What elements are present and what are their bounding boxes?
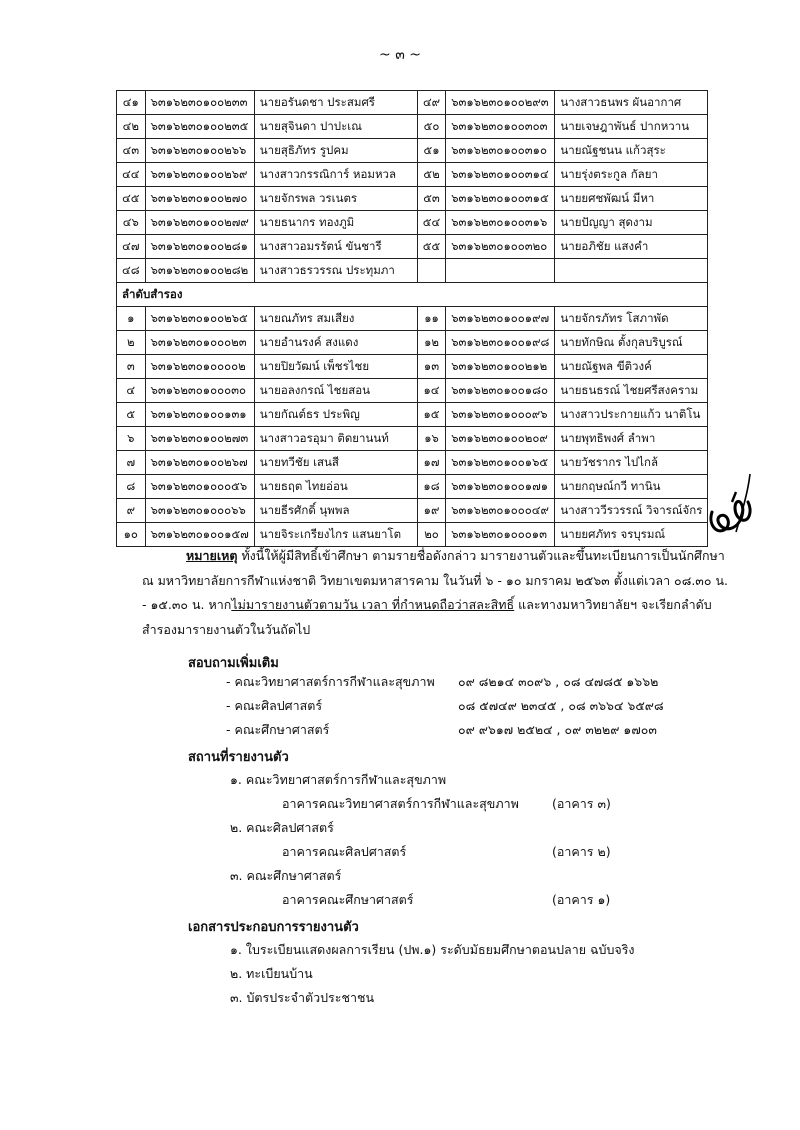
student-id: ๖๓๑๖๒๓๐๑๐๐๒๖๕ (145, 307, 254, 331)
order-number: ๒๐ (417, 523, 445, 547)
student-name: นายปิยวัฒน์ เพ็ชรไชย (254, 355, 417, 379)
document-item: ๓. บัตรประจำตัวประชาชน (230, 990, 374, 1005)
table-row (117, 475, 708, 499)
order-number: ๔๙ (417, 91, 445, 115)
order-number: ๕ (117, 403, 146, 427)
building-code: (อาคาร ๓) (552, 796, 611, 811)
order-number: ๑๖ (417, 427, 445, 451)
student-id: ๖๓๑๖๒๓๐๑๐๐๐๔๙ (446, 499, 555, 523)
inquiry-heading: สอบถามเพิ่มเติม (188, 656, 279, 671)
building-name: อาคารคณะวิทยาศาสตร์การกีฬาและสุขภาพ (282, 796, 519, 811)
student-name: นายปัญญา สุดงาม (555, 211, 708, 235)
main-list-body (117, 91, 708, 283)
student-name: นายกัณต์ธร ประพิญ (254, 403, 417, 427)
student-name: นายจักรภัทร โสภาพัด (555, 307, 708, 331)
inquiry-label: - คณะศึกษาศาสตร์ (226, 722, 330, 737)
order-number: ๕๑ (417, 139, 445, 163)
building-code: (อาคาร ๒) (552, 844, 611, 859)
student-id: ๖๓๑๖๒๓๐๑๐๐๐๒๓ (145, 331, 254, 355)
student-name: นางสาววีรวรรณ์ วิจารณ์จักร (555, 499, 708, 523)
student-id: ๖๓๑๖๒๓๐๑๐๐๐๖๖ (145, 499, 254, 523)
student-name: นายอภิชัย แสงคำ (555, 235, 708, 259)
table-row (117, 331, 708, 355)
student-id (446, 259, 555, 283)
student-id: ๖๓๑๖๒๓๐๑๐๐๑๓๑ (145, 403, 254, 427)
student-name: นายณภัทร สมเสียง (254, 307, 417, 331)
order-number: ๔ (117, 379, 146, 403)
order-number: ๕๒ (417, 163, 445, 187)
order-number: ๔๓ (117, 139, 146, 163)
remark-paragraph (142, 544, 732, 642)
document-item: ๒. ทะเบียนบ้าน (230, 966, 313, 981)
order-number: ๔๒ (117, 115, 146, 139)
student-id: ๖๓๑๖๒๓๐๑๐๐๓๑๐ (446, 139, 555, 163)
order-number: ๑๓ (417, 355, 445, 379)
inquiry-label: - คณะศิลปศาสตร์ (226, 698, 323, 713)
student-name: นายพุทธิพงศ์ ลำพา (555, 427, 708, 451)
order-number: ๔๕ (117, 187, 146, 211)
table-row (117, 235, 708, 259)
student-name: นางสาวธนพร ผันอากาศ (555, 91, 708, 115)
faculty-item: ๓. คณะศึกษาศาสตร์ (230, 868, 342, 883)
table-row (117, 355, 708, 379)
student-name: นายจักรพล วรเนตร (254, 187, 417, 211)
student-id: ๖๓๑๖๒๓๐๑๐๐๒๖๗ (145, 451, 254, 475)
order-number: ๗ (117, 451, 146, 475)
student-id: ๖๓๑๖๒๓๐๑๐๐๐๓๐ (145, 379, 254, 403)
student-name: นางสาวธรวรรณ ประทุมภา (254, 259, 417, 283)
table-row (117, 403, 708, 427)
remark-label: หมายเหตุ (186, 548, 238, 563)
order-number: ๑๙ (417, 499, 445, 523)
table-row (117, 499, 708, 523)
student-id: ๖๓๑๖๒๓๐๑๐๐๓๑๔ (446, 163, 555, 187)
order-number: ๑๕ (417, 403, 445, 427)
table-row (117, 307, 708, 331)
student-name: นายณัฐพล ขีติวงค์ (555, 355, 708, 379)
table-row (117, 379, 708, 403)
student-id: ๖๓๑๖๒๓๐๑๐๐๐๕๖ (145, 475, 254, 499)
student-id: ๖๓๑๖๒๓๐๑๐๐๐๑๓ (446, 523, 555, 547)
student-id: ๖๓๑๖๒๓๐๑๐๐๒๘๒ (145, 259, 254, 283)
student-id: ๖๓๑๖๒๓๐๑๐๐๒๓๕ (145, 115, 254, 139)
page-number: ~ ๓ ~ (379, 47, 421, 63)
reserve-section (117, 283, 708, 307)
student-name: นายอำนรงค์ สงแดง (254, 331, 417, 355)
order-number: ๑๒ (417, 331, 445, 355)
inquiry-label: - คณะวิทยาศาสตร์การกีฬาและสุขภาพ (226, 674, 435, 689)
order-number: ๑๔ (417, 379, 445, 403)
student-name: นายธีรศักดิ์ นุพพล (254, 499, 417, 523)
remark-warning: ไม่มารายงานตัวตามวัน เวลา ที่กำหนดถือว่าสละสิทธิ์ (231, 597, 515, 612)
reserve-header: ลำดับสำรอง (117, 283, 708, 307)
student-id: ๖๓๑๖๒๓๐๑๐๐๑๙๗ (446, 307, 555, 331)
student-id: ๖๓๑๖๒๓๐๑๐๐๑๗๑ (446, 475, 555, 499)
student-name: นายทักษิณ ตั้งกุลบริบูรณ์ (555, 331, 708, 355)
reserve-list-body (117, 307, 708, 547)
student-id: ๖๓๑๖๒๓๐๑๐๐๒๐๙ (446, 427, 555, 451)
student-id: ๖๓๑๖๒๓๐๑๐๐๓๐๓ (446, 115, 555, 139)
faculty-item: ๑. คณะวิทยาศาสตร์การกีฬาและสุขภาพ (230, 772, 447, 787)
order-number: ๑๐ (117, 523, 146, 547)
signature-mark (702, 472, 762, 540)
report-place-heading: สถานที่รายงานตัว (188, 750, 289, 765)
order-number: ๑๗ (417, 451, 445, 475)
table-row (117, 187, 708, 211)
student-id: ๖๓๑๖๒๓๐๑๐๐๓๒๐ (446, 235, 555, 259)
student-name: นายสุธิภัทร รูปคม (254, 139, 417, 163)
student-name: นายยศภัทร จรบุรมณ์ (555, 523, 708, 547)
order-number: ๓ (117, 355, 146, 379)
faculty-item: ๒. คณะศิลปศาสตร์ (230, 820, 334, 835)
student-id: ๖๓๑๖๒๓๐๑๐๐๒๘๑ (145, 235, 254, 259)
inquiry-phone: ๐๘ ๕๗๔๙ ๒๓๔๕ , ๐๘ ๓๖๖๔ ๖๕๙๘ (458, 698, 664, 713)
student-name: นายณัฐชนน แก้วสุระ (555, 139, 708, 163)
student-name: นายเจษฎาพันธ์ ปากหวาน (555, 115, 708, 139)
student-name: นายอรันดชา ประสมศรี (254, 91, 417, 115)
student-name: นายสุจินดา ปาปะเณ (254, 115, 417, 139)
student-id: ๖๓๑๖๒๓๐๑๐๐๒๖๖ (145, 139, 254, 163)
student-id: ๖๓๑๖๒๓๐๑๐๐๐๙๖ (446, 403, 555, 427)
student-name: นางสาวอมรรัตน์ ขันชารี (254, 235, 417, 259)
student-name: นางสาวประกายแก้ว นาติโน (555, 403, 708, 427)
building-name: อาคารคณะศิลปศาสตร์ (282, 844, 407, 859)
remark-text-2: ตั้งแต่เวลา ๐๘.๓๐ น. - ๑๕.๓๐ น. หาก (142, 572, 728, 612)
reserve-header-row (117, 283, 708, 307)
student-id: ๖๓๑๖๒๓๐๑๐๐๑๖๕ (446, 451, 555, 475)
order-number: ๕๓ (417, 187, 445, 211)
student-name: นายยศชพัฒน์ มีหา (555, 187, 708, 211)
student-id: ๖๓๑๖๒๓๐๑๐๐๒๑๒ (446, 355, 555, 379)
student-id: ๖๓๑๖๒๓๐๑๐๐๒๗๙ (145, 211, 254, 235)
student-id: ๖๓๑๖๒๓๐๑๐๐๑๙๘ (446, 331, 555, 355)
table-row (117, 523, 708, 547)
building-code: (อาคาร ๑) (552, 892, 611, 907)
student-id: ๖๓๑๖๒๓๐๑๐๐๒๖๙ (145, 163, 254, 187)
student-name: นางสาวกรรณิการ์ หอมหวล (254, 163, 417, 187)
student-id: ๖๓๑๖๒๓๐๑๐๐๒๓๓ (145, 91, 254, 115)
inquiry-phone: ๐๙ ๘๒๑๔ ๓๐๙๖ , ๐๘ ๔๗๘๕ ๑๖๖๒ (458, 674, 659, 689)
student-name (555, 259, 708, 283)
table-row (117, 451, 708, 475)
order-number: ๕๐ (417, 115, 445, 139)
order-number: ๔๔ (117, 163, 146, 187)
order-number: ๒ (117, 331, 146, 355)
order-number (417, 259, 445, 283)
table-row (117, 211, 708, 235)
remark-text-3: และทางมหาวิทยาลัยฯ จะเรียกลำดับสำรองมารายงานตัวในวันถัดไป (142, 597, 712, 637)
student-name: นายวัชรากร ไปไกล้ (555, 451, 708, 475)
student-id: ๖๓๑๖๒๓๐๑๐๐๒๗๐ (145, 187, 254, 211)
order-number: ๔๑ (117, 91, 146, 115)
student-id: ๖๓๑๖๒๓๐๑๐๐๓๑๖ (446, 211, 555, 235)
student-id: ๖๓๑๖๒๓๐๑๐๐๑๘๐ (446, 379, 555, 403)
order-number: ๕๕ (417, 235, 445, 259)
student-list-table (116, 90, 708, 547)
student-name: นายกฤษณ์กวี ทานิน (555, 475, 708, 499)
student-name: นายรุ่งตระกูล กัลยา (555, 163, 708, 187)
order-number: ๖ (117, 427, 146, 451)
student-name: นายทวีชัย เสนสี (254, 451, 417, 475)
order-number: ๘ (117, 475, 146, 499)
table-row (117, 427, 708, 451)
student-name: นายธฤต ไทยอ่อน (254, 475, 417, 499)
table-row (117, 163, 708, 187)
order-number: ๔๖ (117, 211, 146, 235)
student-id: ๖๓๑๖๒๓๐๑๐๐๒๙๓ (446, 91, 555, 115)
documents-heading: เอกสารประกอบการรายงานตัว (188, 920, 359, 935)
remark-text-1: ทั้งนี้ให้ผู้มีสิทธิ์เข้าศึกษา ตามรายชื่อดังกล่าว มารายงานตัวและขึ้นทะเบียนการเป็นนักศึกษา ณ มหาวิทยาลัยการกีฬาแห่งชาติ วิทยาเขตมหาสารคาม ในวันที่ ๖ - ๑๐ มกราคม ๒๕๖๓ (142, 548, 725, 588)
student-id: ๖๓๑๖๒๓๐๑๐๐๒๗๓ (145, 427, 254, 451)
student-name: นายอลงกรณ์ ไชยสอน (254, 379, 417, 403)
student-name: นายธนธรณ์ ไชยศรีสงคราม (555, 379, 708, 403)
order-number: ๔๘ (117, 259, 146, 283)
student-id: ๖๓๑๖๒๓๐๑๐๐๐๐๒ (145, 355, 254, 379)
order-number: ๑๘ (417, 475, 445, 499)
inquiry-phone: ๐๙ ๙๖๑๗ ๒๕๒๔ , ๐๙ ๓๒๒๙ ๑๗๐๓ (458, 722, 657, 737)
table-row (117, 259, 708, 283)
building-name: อาคารคณะศึกษาศาสตร์ (282, 892, 414, 907)
student-id: ๖๓๑๖๒๓๐๑๐๐๓๑๕ (446, 187, 555, 211)
student-id: ๖๓๑๖๒๓๐๑๐๐๑๕๗ (145, 523, 254, 547)
table-row (117, 91, 708, 115)
order-number: ๑ (117, 307, 146, 331)
order-number: ๔๗ (117, 235, 146, 259)
order-number: ๙ (117, 499, 146, 523)
order-number: ๑๑ (417, 307, 445, 331)
table-row (117, 139, 708, 163)
student-name: นายจิระเกรียงไกร แสนยาโต (254, 523, 417, 547)
table-row (117, 115, 708, 139)
document-item: ๑. ใบระเบียนแสดงผลการเรียน (ปพ.๑) ระดับมัธยมศึกษาตอนปลาย ฉบับจริง (230, 942, 635, 957)
order-number: ๕๔ (417, 211, 445, 235)
student-name: นางสาวอรอุมา ติดยานนท์ (254, 427, 417, 451)
student-name: นายธนากร ทองภูมิ (254, 211, 417, 235)
